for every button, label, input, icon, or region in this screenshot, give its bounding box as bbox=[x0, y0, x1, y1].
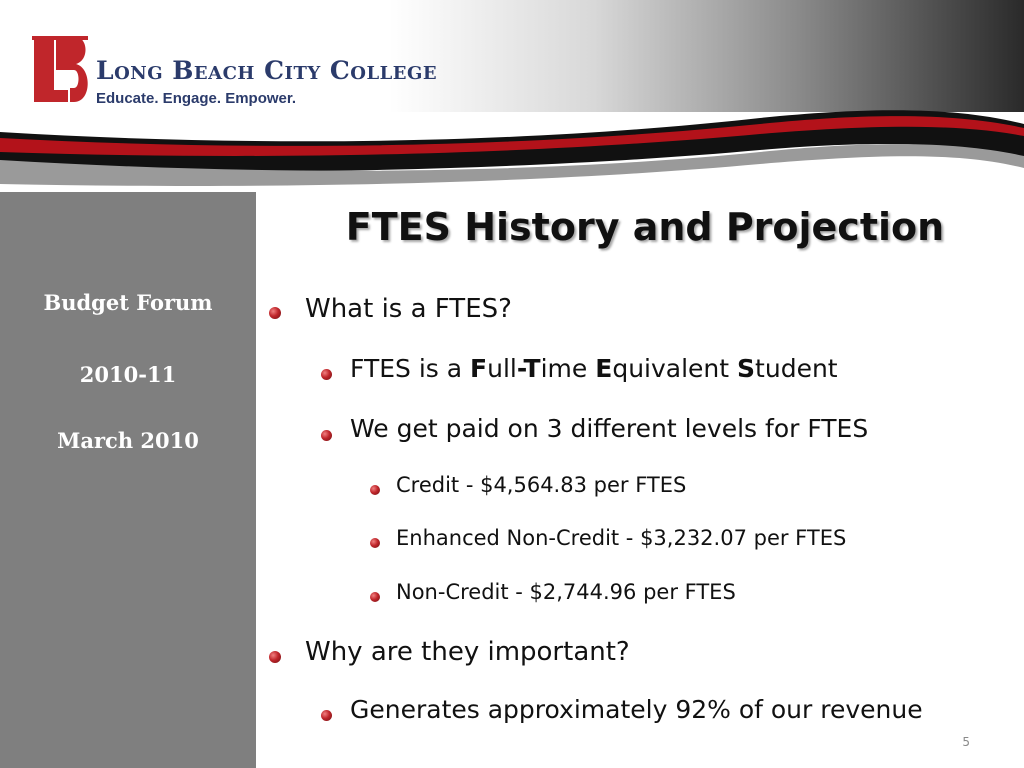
definition-letter-f: F bbox=[470, 354, 488, 383]
rate-noncredit: Non-Credit - $2,744.96 per FTES bbox=[396, 580, 736, 604]
definition-letter-e: E bbox=[595, 354, 613, 383]
bullet-icon bbox=[370, 592, 380, 602]
rate-credit: Credit - $4,564.83 per FTES bbox=[396, 473, 687, 497]
bullet-icon bbox=[321, 369, 332, 380]
definition-letter-t: T bbox=[523, 354, 541, 383]
sidebar-panel bbox=[0, 192, 256, 768]
slide-header bbox=[0, 0, 1024, 190]
bullet-icon bbox=[321, 710, 332, 721]
bullet-icon bbox=[370, 485, 380, 495]
bullet-icon bbox=[321, 430, 332, 441]
sidebar-event-title: Budget Forum bbox=[43, 290, 213, 315]
definition-text: quivalent bbox=[612, 354, 738, 383]
sidebar-date: March 2010 bbox=[57, 428, 199, 453]
college-name: Long Beach City College bbox=[96, 56, 438, 85]
bullet-revenue: Generates approximately 92% of our revenue bbox=[350, 695, 923, 724]
bullet-ftes-definition bbox=[350, 354, 838, 383]
college-tagline: Educate. Engage. Empower. bbox=[96, 90, 297, 107]
bullet-icon bbox=[269, 307, 281, 319]
bullet-icon bbox=[269, 651, 281, 663]
bullet-paid-levels: We get paid on 3 different levels for FTES bbox=[350, 414, 869, 443]
definition-letter-s: S bbox=[737, 354, 756, 383]
rate-enhanced-noncredit: Enhanced Non-Credit - $3,232.07 per FTES bbox=[396, 526, 847, 550]
lb-logo-mark bbox=[28, 30, 94, 110]
bullet-icon bbox=[370, 538, 380, 548]
definition-text: tudent bbox=[755, 354, 838, 383]
bullet-what-is-ftes: What is a FTES? bbox=[305, 294, 512, 324]
bullet-why-important: Why are they important? bbox=[305, 637, 630, 667]
definition-dash: - bbox=[516, 354, 524, 383]
sidebar-fiscal-year: 2010-11 bbox=[79, 362, 177, 387]
slide-title: FTES History and Projection bbox=[345, 205, 945, 249]
definition-text: ime bbox=[540, 354, 596, 383]
college-logo bbox=[28, 30, 508, 114]
definition-text: FTES is a bbox=[350, 354, 471, 383]
page-number: 5 bbox=[962, 735, 970, 749]
definition-text: ull bbox=[487, 354, 517, 383]
